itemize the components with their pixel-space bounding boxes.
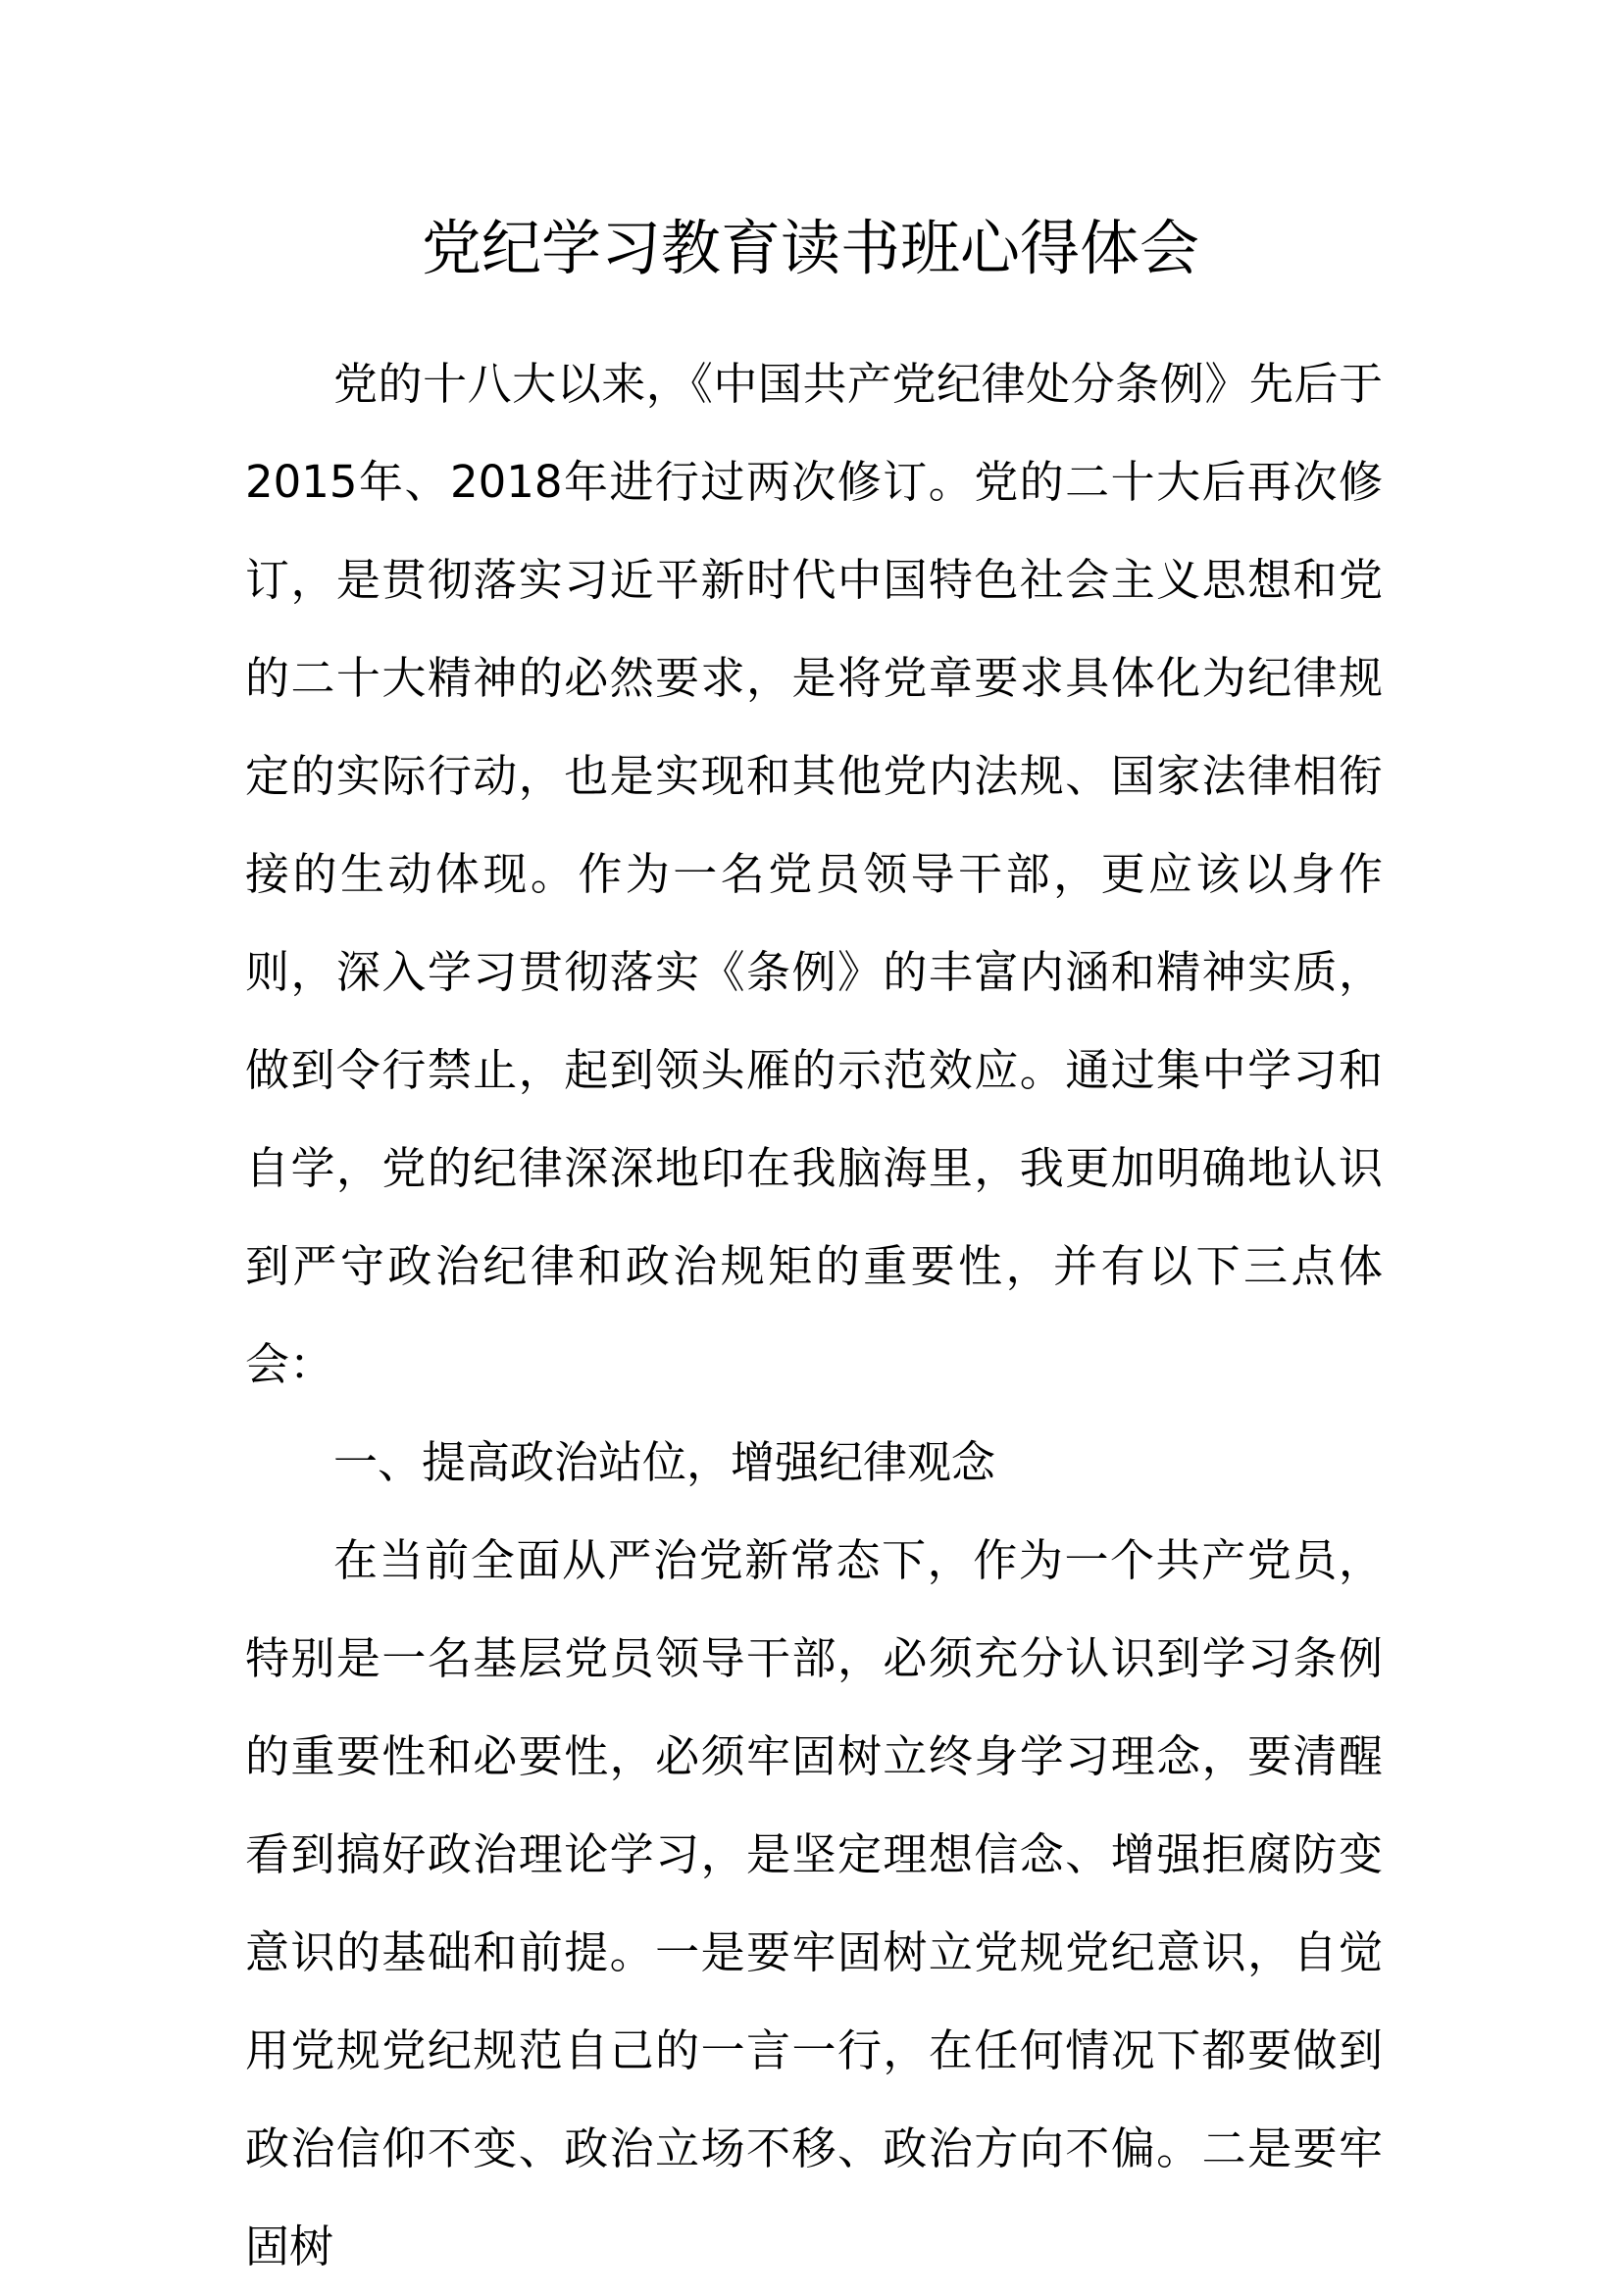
paragraph-intro: 党的十八大以来，《中国共产党纪律处分条例》先后于2015年、2018年进行过两次修订。党的二十大后再次修订，是贯彻落实习近平新时代中国特色社会主义思想和党的二十大精神的必然要求，是将党章要求具体化为纪律规定的实际行动，也是实现和其他党内法规、国家法律相衔接的生动体现。作为一名党员领导干部，更应该以身作则，深入学习贯彻落实《条例》的丰富内涵和精神实质，做到令行禁止，起到领头雁的示范效应。通过集中学习和自学，党的纪律深深地印在我脑海里，我更加明确地认识到严守政治纪律和政治规矩的重要性，并有以下三点体会：	[245, 358, 1383, 1390]
paragraph-section-1: 在当前全面从严治党新常态下，作为一个共产党员，特别是一名基层党员领导干部，必须充分认识到学习条例的重要性和必要性，必须牢固树立终身学习理念，要清醒看到搞好政治理论学习，是坚定理想信念、增强拒腐防变意识的基础和前提。一是要牢固树立党规党纪意识，自觉用党规党纪规范自己的一言一行，在任何情况下都要做到政治信仰不变、政治立场不移、政治方向不偏。二是要牢固树	[245, 1534, 1383, 2272]
document-title: 党纪学习教育读书班心得体会	[421, 214, 1199, 283]
document-body	[245, 335, 1383, 2296]
section-heading-1: 一、提高政治站位，增强纪律观念	[333, 1436, 996, 1488]
